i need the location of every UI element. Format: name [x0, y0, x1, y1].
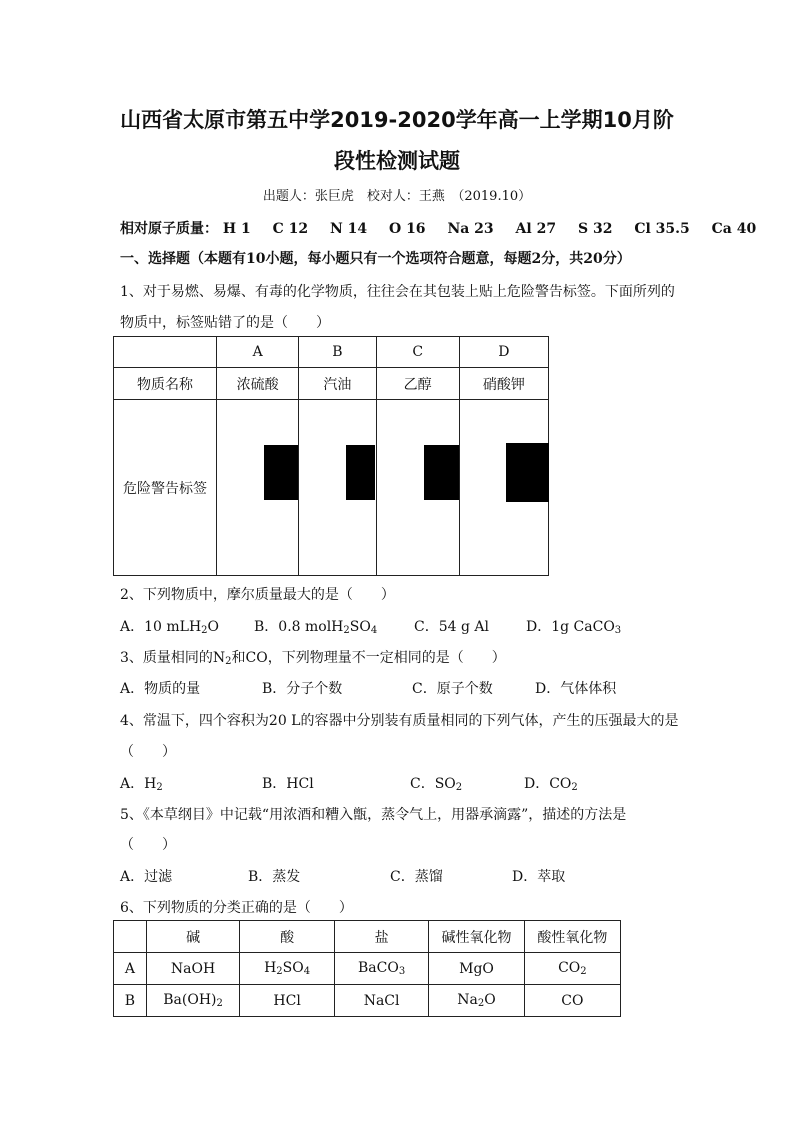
option-text: C．SO	[410, 776, 456, 792]
question-4-paren: （ ）	[120, 744, 176, 760]
classification-table	[113, 920, 621, 1017]
formula-text: O	[484, 992, 496, 1008]
option-text: A．H	[120, 776, 157, 792]
column-header-c: C	[376, 337, 459, 368]
option-text: SO	[349, 619, 371, 635]
formula-text: SO	[282, 960, 304, 976]
subscript: 2	[201, 625, 208, 636]
substance-name-c: 乙醇	[376, 368, 459, 400]
hazard-label-image-a	[264, 445, 298, 500]
row-label-a: A	[114, 953, 147, 985]
table-corner-cell	[114, 337, 217, 368]
question-4-option-a	[120, 773, 163, 793]
atomic-mass-item: S 32	[577, 221, 613, 237]
question-6-stem: 6、下列物质的分类正确的是（ ）	[120, 900, 353, 916]
cell-salt-a	[334, 953, 428, 985]
atomic-masses	[120, 218, 773, 238]
subscript: 2	[216, 998, 223, 1009]
formula-text: H	[264, 960, 277, 976]
question-5-option-c: C．蒸馏	[390, 869, 443, 885]
question-5-option-a: A．过滤	[120, 869, 173, 885]
subscript: 2	[477, 998, 485, 1009]
atomic-mass-item: Na 23	[447, 221, 494, 237]
atomic-mass-item: Al 27	[515, 221, 557, 237]
column-header-acidic-oxide: 酸性氧化物	[524, 921, 620, 953]
option-text: O	[207, 619, 220, 635]
question-2-option-a	[120, 616, 219, 636]
subscript: 4	[303, 966, 311, 977]
option-text: D．1g CaCO	[526, 619, 615, 635]
question-2-option-b	[254, 616, 377, 636]
hazard-label-image-b	[346, 445, 375, 500]
question-2-stem: 2、下列物质中，摩尔质量最大的是（ ）	[120, 587, 395, 603]
subscript: 2	[276, 966, 283, 977]
question-3-option-c: C．原子个数	[412, 681, 493, 697]
hazard-label-image-c	[424, 445, 459, 500]
substance-name-b: 汽油	[299, 368, 376, 400]
stem-text: 3、质量相同的N	[120, 650, 226, 666]
question-1-line-2: 物质中，标签贴错了的是（ ）	[120, 315, 330, 331]
row-label-hazard: 危险警告标签	[114, 400, 217, 576]
formula-text: CO	[558, 960, 581, 976]
atomic-mass-item: H 1	[222, 221, 251, 237]
question-4-option-b: B．HCl	[262, 776, 314, 792]
column-header-salt: 盐	[334, 921, 428, 953]
atomic-mass-item: Cl 35.5	[634, 221, 690, 237]
question-3-stem	[120, 647, 506, 667]
hazard-label-table	[113, 336, 549, 576]
cell-acidic-oxide-a	[524, 953, 620, 985]
question-2-option-c: C．54 g Al	[414, 619, 489, 635]
subscript: 2	[455, 782, 463, 793]
substance-name-a: 浓硫酸	[217, 368, 299, 400]
atomic-mass-item: C 12	[272, 221, 309, 237]
option-text: A．10 mLH	[120, 619, 202, 635]
cell-acid-a	[240, 953, 334, 985]
question-4-option-d	[524, 773, 578, 793]
question-4-stem: 4、常温下，四个容积为20 L的容器中分别装有质量相同的下列气体，产生的压强最大的是	[120, 713, 679, 729]
formula-text: Ba(OH)	[163, 992, 217, 1008]
question-3-option-a: A．物质的量	[120, 681, 201, 697]
cell-basic-oxide-a: MgO	[429, 953, 524, 985]
question-5-paren: （ ）	[120, 837, 176, 853]
question-5-option-d: D．萃取	[512, 869, 566, 885]
cell-salt-b: NaCl	[334, 985, 428, 1017]
subscript: 2	[580, 966, 587, 977]
page-title-line-2: 段性检测试题	[334, 149, 460, 173]
formula-text: BaCO	[357, 960, 399, 976]
cell-base-b	[146, 985, 240, 1017]
substance-name-d: 硝酸钾	[459, 368, 548, 400]
row-label-b: B	[114, 985, 147, 1017]
cell-basic-oxide-b	[429, 985, 524, 1017]
cell-base-a: NaOH	[146, 953, 240, 985]
subscript: 3	[614, 625, 622, 636]
row-label-name: 物质名称	[114, 368, 217, 400]
atomic-mass-item: O 16	[389, 221, 426, 237]
table-corner-cell	[114, 921, 147, 953]
section-heading: 一、选择题（本题有10小题，每小题只有一个选项符合题意，每题2分，共20分）	[120, 251, 631, 267]
question-5-stem: 5、《本草纲目》中记载“用浓酒和糟入甑，蒸令气上，用器承滴露”，描述的方法是	[120, 807, 627, 823]
formula-text: Na	[457, 992, 478, 1008]
subscript: 2	[343, 625, 350, 636]
question-1-line-1: 1、对于易燃、易爆、有毒的化学物质，往往会在其包装上贴上危险警告标签。下面所列的	[120, 284, 675, 300]
question-3-option-d: D．气体体积	[535, 681, 617, 697]
page-title-line-1: 山西省太原市第五中学2019-2020学年高一上学期10月阶	[120, 108, 674, 132]
atomic-mass-item: Ca 40	[711, 221, 757, 237]
author-meta: 出题人：张巨虎 校对人：王燕 （2019.10）	[262, 189, 532, 204]
column-header-acid: 酸	[240, 921, 334, 953]
subscript: 3	[398, 966, 406, 977]
column-header-basic-oxide: 碱性氧化物	[429, 921, 524, 953]
option-text: D．CO	[524, 776, 572, 792]
option-text: B．0.8 molH	[254, 619, 344, 635]
atomic-masses-label: 相对原子质量：	[120, 221, 218, 237]
question-3-option-b: B．分子个数	[262, 681, 343, 697]
column-header-a: A	[217, 337, 299, 368]
subscript: 2	[156, 782, 163, 793]
question-2-option-d	[526, 616, 621, 636]
subscript: 2	[571, 782, 578, 793]
stem-text: 和CO，下列物理量不一定相同的是（ ）	[231, 650, 506, 666]
cell-acid-b: HCl	[240, 985, 334, 1017]
atomic-mass-item: N 14	[329, 221, 368, 237]
question-5-option-b: B．蒸发	[248, 869, 301, 885]
hazard-label-image-d	[506, 443, 549, 502]
subscript: 4	[370, 625, 378, 636]
column-header-d: D	[459, 337, 548, 368]
column-header-b: B	[299, 337, 376, 368]
subscript: 2	[225, 656, 232, 667]
column-header-base: 碱	[146, 921, 240, 953]
question-4-option-c	[410, 773, 462, 793]
cell-acidic-oxide-b: CO	[524, 985, 620, 1017]
